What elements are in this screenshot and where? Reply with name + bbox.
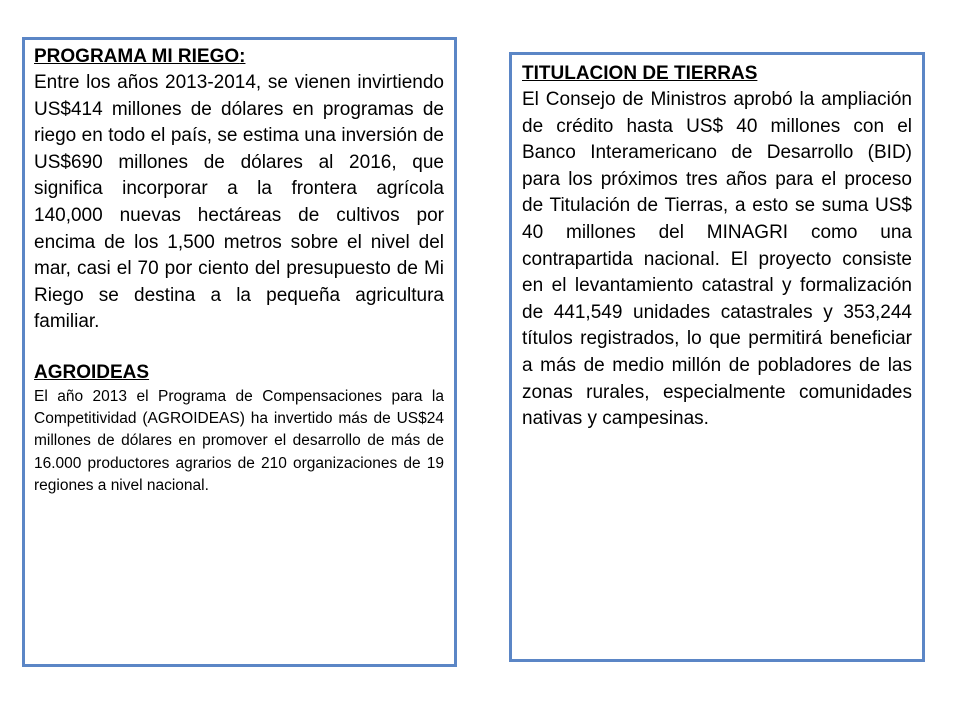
mi-riego-heading-colon: : [239,46,246,67]
titulacion-heading: TITULACION DE TIERRAS [522,63,758,84]
mi-riego-body: Entre los años 2013-2014, se vienen invirtiendo US$414 millones de dólares en programas de riego en todo el país, se estima una inversión de US$690 millones de dólares al 2016, que significa incorporar a la frontera agrícola 140,000 nuevas hectáreas de cultivos por encima de los 1,500 metros sobre el nivel del mar, casi el 70 por ciento del presupuesto de Mi Riego se destina a la pequeña agricultura familiar. [34,72,444,333]
left-text-box [22,37,457,667]
mi-riego-heading-text: PROGRAMA MI RIEGO [34,46,240,67]
titulacion-body: El Consejo de Ministros aprobó la ampliación de crédito hasta US$ 40 millones con el Banco Interamericano de Desarrollo (BID) para los próximos tres años para el proceso de Titulación de Tierras, a esto se suma US$ 40 millones del MINAGRI como una contrapartida nacional. El proyecto consiste en el levantamiento catastral y formalización de 441,549 unidades catastrales y 353,244 títulos registrados, lo que permitirá beneficiar a más de medio millón de pobladores de las zonas rurales, especialmente comunidades nativas y campesinas. [522,89,912,430]
section-spacer [34,336,444,360]
agroideas-heading: AGROIDEAS [34,361,150,383]
right-text-box [509,52,925,662]
mi-riego-heading [34,44,444,70]
agroideas-body: El año 2013 el Programa de Compensaciones para la Competitividad (AGROIDEAS) ha invertido más de US$24 millones de dólares en promover el desarrollo de más de 16.000 productores agrarios de 210 organizaciones de 19 regiones a nivel nacional. [34,387,444,494]
